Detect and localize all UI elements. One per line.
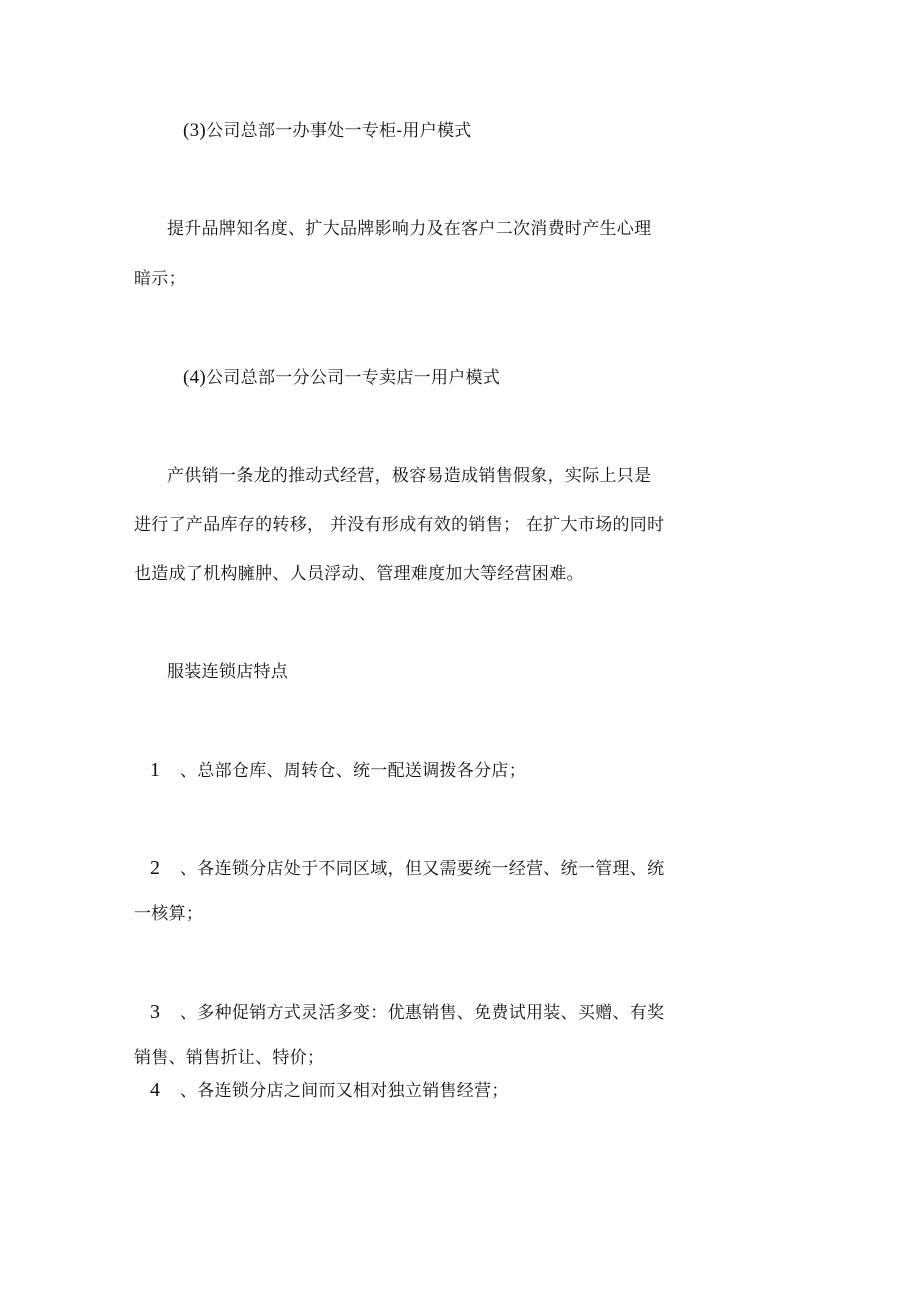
feature-item-3-text: 、多种促销方式灵活多变：优惠销售、免费试用装、买赠、有奖 <box>180 1003 665 1023</box>
section-3-paragraph-line-2: 暗示； <box>134 269 186 289</box>
feature-item-2-text: 、各连锁分店处于不同区域，但又需要统一经营、统一管理、统 <box>180 859 665 879</box>
section-3-number: (3) <box>183 120 207 141</box>
section-4-heading <box>183 367 500 389</box>
section-4-title: 公司总部一分公司一专卖店一用户模式 <box>206 368 501 388</box>
feature-item-4-text: 、各连锁分店之间而又相对独立销售经营； <box>180 1081 509 1101</box>
feature-item-2 <box>150 857 664 880</box>
feature-item-3-continuation: 销售、销售折让、特价； <box>134 1048 325 1068</box>
features-title: 服装连锁店特点 <box>167 662 289 682</box>
feature-item-1-number: 1 <box>150 759 161 781</box>
feature-item-2-number: 2 <box>150 857 161 879</box>
section-4-paragraph-line-1: 产供销一条龙的推动式经营，极容易造成销售假象，实际上只是 <box>167 466 652 486</box>
feature-item-1-text: 、总部仓库、周转仓、统一配送调拨各分店； <box>180 761 526 781</box>
feature-item-3-number: 3 <box>150 1001 161 1023</box>
section-4-number: (4) <box>183 367 207 388</box>
section-4-paragraph-line-3: 也造成了机构臃肿、人员浮动、管理难度加大等经营困难。 <box>134 564 584 584</box>
section-3-heading <box>183 120 472 142</box>
feature-item-4-number: 4 <box>150 1079 161 1101</box>
section-3-paragraph-line-1: 提升品牌知名度、扩大品牌影响力及在客户二次消费时产生心理 <box>167 219 652 239</box>
feature-item-1 <box>150 759 526 782</box>
feature-item-3 <box>150 1001 664 1024</box>
feature-item-4 <box>150 1079 509 1102</box>
section-4-paragraph-line-2: 进行了产品库存的转移， 并没有形成有效的销售； 在扩大市场的同时 <box>134 515 665 535</box>
feature-item-2-continuation: 一核算； <box>134 904 204 924</box>
section-3-title: 公司总部一办事处一专柜-用户模式 <box>206 121 472 141</box>
